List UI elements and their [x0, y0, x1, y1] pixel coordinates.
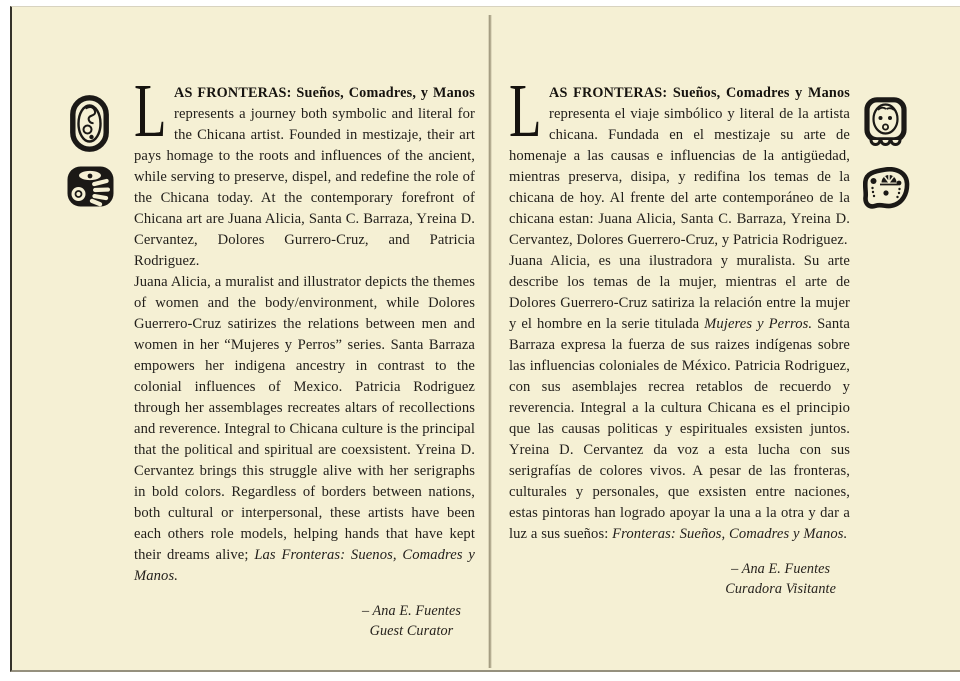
center-fold-line: [488, 15, 492, 668]
spanish-artists-text-b: Santa Barraza expresa la fuerza de sus raizes indígenas sobre las influencias coloniales de México. Patricia Rodriguez, con sus asemblajes recrea retablos de recuerdo y reverencia. Integral a la cultura Chicana es el principio que las causas politicas y espirituales exsisten juntos. Yreina D. Cervantez da voz a esta lucha con sus serigrafías de colores vivos. A pesar de las fronteras, culturales y personales, que exsisten entre naciones, estas pintoras han logrado apoyar la una a la otra y dar a luz a sus sueños:: [509, 316, 850, 542]
english-exhibit-title-italic: Las Fronteras: Suenos, Comadres y Manos.: [134, 547, 475, 584]
spanish-artists-text-a: Juana Alicia, es una ilustradora y muralista. Su arte describe los temas de la mujer, mientras el arte de Dolores Guerrero-Cruz satiriza la relación entre la mujer y el hombre en la serie titulada: [509, 253, 850, 332]
english-dropcap: L: [134, 69, 167, 153]
spanish-artists-paragraph: [509, 251, 850, 545]
spanish-intro-paragraph: [509, 69, 850, 251]
spanish-title: AS FRONTERAS: Sueños, Comadres y Manos: [549, 85, 850, 101]
curator-role: Guest Curator: [369, 622, 454, 639]
english-title: AS FRONTERAS: Sueños, Comadres, y Manos: [174, 85, 475, 101]
english-page-text: [134, 69, 475, 641]
curator-role: Curadora Visitante: [725, 580, 836, 597]
english-intro-paragraph: [134, 69, 475, 272]
spanish-page-text: [509, 69, 850, 599]
spanish-intro-text: representa el viaje simbólico y literal de la artista chicana. Fundada en el mestizaje su arte de homenaje a las causas e influencias de la antigüedad, mientras preserva, disipa, y redifina los temas de la chicana de hoy. Al frente del arte contemporáneo de la chicana estan: Juana Alicia, Santa C. Barraza, Yreina D. Cervantez, Dolores Guerrero-Cruz, y Patricia Rodriguez.: [509, 106, 850, 248]
english-intro-text: represents a journey both symbolic and literal for the Chicana artist. Founded in mestizaje, their art pays homage to the roots and influences of the ancient, while serving to preserve, dispel, and redefine the role of the Chicana today. At the contemporary forefront of Chicana art are Juana Alicia, Santa C. Barraza, Yreina D. Cervantez, Dolores Gurrero-Cruz, and Patricia Rodriguez.: [134, 106, 475, 269]
mayan-face-pedestal-glyph-icon: [864, 97, 907, 155]
curator-name: – Ana E. Fuentes: [731, 561, 831, 577]
mayan-hand-face-glyph-icon: [67, 166, 114, 207]
mayan-oval-cartouche-glyph-icon: [70, 95, 109, 152]
spanish-dropcap: L: [509, 69, 542, 153]
spanish-signature: [725, 560, 836, 599]
brochure-spread: [10, 6, 960, 672]
english-signature: [362, 602, 461, 641]
mayan-shell-blob-glyph-icon: [863, 167, 910, 210]
spanish-series-title-italic: Mujeres y Perros.: [704, 316, 813, 332]
spanish-exhibit-title-italic: Fronteras: Sueños, Comadres y Manos.: [612, 526, 848, 542]
curator-name: – Ana E. Fuentes: [361, 603, 461, 619]
english-artists-text: Juana Alicia, a muralist and illustrator depicts the themes of women and the body/environment, while Dolores Guerrero-Cruz satirizes the relations between men and women in her “Mujeres y Perros” series. Santa Barraza empowers her indigena ancestry in contrast to the colonial influences of Mexico. Patricia Rodriguez through her assemblages recreates altars of recollections and reverence. Integral to Chicana culture is the principal that the political and spiritual are coexsistent. Yreina D. Cervantez brings this struggle alive with her serigraphs in bold colors. Regardless of borders between nations, both cultural or interpersonal, these artists have been each others role models, helping hands that have kept their dreams alive;: [134, 274, 475, 563]
english-artists-paragraph: [134, 272, 475, 587]
